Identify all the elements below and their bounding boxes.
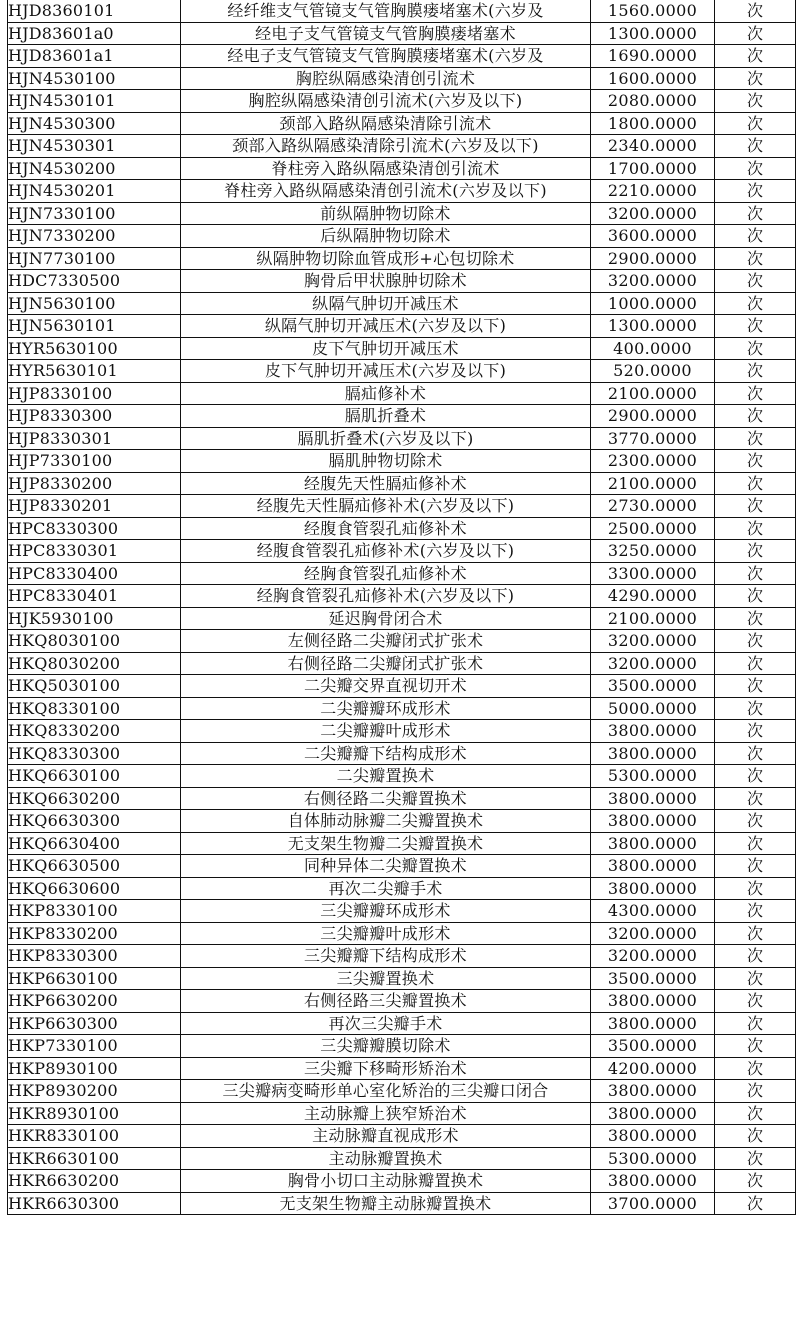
item-price-cell: 3800.0000 (591, 1125, 715, 1148)
item-price-cell: 5000.0000 (591, 697, 715, 720)
item-name-cell: 经纤维支气管镜支气管胸膜瘘堵塞术(六岁及 (181, 0, 591, 22)
item-name-cell: 膈肌肿物切除术 (181, 450, 591, 473)
table-row (8, 427, 796, 450)
item-unit-cell: 次 (715, 1080, 796, 1103)
table-row (8, 1012, 796, 1035)
item-price-cell: 3800.0000 (591, 1080, 715, 1103)
item-code-cell: HJP8330301 (8, 427, 181, 450)
item-name-cell: 胸骨小切口主动脉瓣置换术 (181, 1170, 591, 1193)
table-row (8, 135, 796, 158)
table-row (8, 652, 796, 675)
item-unit-cell: 次 (715, 495, 796, 518)
item-name-cell: 胸腔纵隔感染清创引流术(六岁及以下) (181, 90, 591, 113)
item-code-cell: HJP8330100 (8, 382, 181, 405)
item-code-cell: HYR5630100 (8, 337, 181, 360)
item-name-cell: 胸骨后甲状腺肿切除术 (181, 270, 591, 293)
item-code-cell: HKQ8330100 (8, 697, 181, 720)
item-code-cell: HJN4530100 (8, 67, 181, 90)
item-unit-cell: 次 (715, 202, 796, 225)
item-name-cell: 纵隔气肿切开减压术(六岁及以下) (181, 315, 591, 338)
table-row (8, 157, 796, 180)
item-code-cell: HJN4530300 (8, 112, 181, 135)
table-row (8, 990, 796, 1013)
item-price-cell: 3800.0000 (591, 877, 715, 900)
item-code-cell: HKQ6630500 (8, 855, 181, 878)
item-price-cell: 2900.0000 (591, 247, 715, 270)
item-price-cell: 3800.0000 (591, 810, 715, 833)
item-unit-cell: 次 (715, 720, 796, 743)
item-price-cell: 3200.0000 (591, 652, 715, 675)
table-row (8, 945, 796, 968)
item-unit-cell: 次 (715, 630, 796, 653)
item-code-cell: HJP7330100 (8, 450, 181, 473)
table-row (8, 855, 796, 878)
table-row (8, 967, 796, 990)
item-price-cell: 5300.0000 (591, 765, 715, 788)
item-unit-cell: 次 (715, 607, 796, 630)
item-code-cell: HJN4530200 (8, 157, 181, 180)
item-code-cell: HKQ8030100 (8, 630, 181, 653)
item-unit-cell: 次 (715, 315, 796, 338)
item-price-cell: 3800.0000 (591, 990, 715, 1013)
item-code-cell: HKP6630100 (8, 967, 181, 990)
item-unit-cell: 次 (715, 990, 796, 1013)
item-price-cell: 3300.0000 (591, 562, 715, 585)
table-row (8, 22, 796, 45)
item-name-cell: 前纵隔肿物切除术 (181, 202, 591, 225)
item-unit-cell: 次 (715, 1035, 796, 1058)
item-unit-cell: 次 (715, 652, 796, 675)
item-price-cell: 3800.0000 (591, 1012, 715, 1035)
item-name-cell: 二尖瓣交界直视切开术 (181, 675, 591, 698)
item-price-cell: 1300.0000 (591, 22, 715, 45)
item-unit-cell: 次 (715, 112, 796, 135)
item-unit-cell: 次 (715, 1147, 796, 1170)
table-row (8, 315, 796, 338)
item-code-cell: HJD83601a0 (8, 22, 181, 45)
item-code-cell: HJK5930100 (8, 607, 181, 630)
item-code-cell: HJN4530301 (8, 135, 181, 158)
item-unit-cell: 次 (715, 832, 796, 855)
item-price-cell: 1600.0000 (591, 67, 715, 90)
item-code-cell: HYR5630101 (8, 360, 181, 383)
item-price-cell: 4300.0000 (591, 900, 715, 923)
item-name-cell: 皮下气肿切开减压术(六岁及以下) (181, 360, 591, 383)
item-name-cell: 无支架生物瓣主动脉瓣置换术 (181, 1192, 591, 1215)
item-name-cell: 右侧径路三尖瓣置换术 (181, 990, 591, 1013)
table-row (8, 607, 796, 630)
item-code-cell: HKQ6630400 (8, 832, 181, 855)
item-unit-cell: 次 (715, 1057, 796, 1080)
table-row (8, 675, 796, 698)
item-name-cell: 纵隔气肿切开减压术 (181, 292, 591, 315)
item-price-cell: 2300.0000 (591, 450, 715, 473)
item-name-cell: 延迟胸骨闭合术 (181, 607, 591, 630)
item-name-cell: 三尖瓣置换术 (181, 967, 591, 990)
item-price-cell: 3250.0000 (591, 540, 715, 563)
item-unit-cell: 次 (715, 22, 796, 45)
item-name-cell: 经腹先天性膈疝修补术 (181, 472, 591, 495)
item-code-cell: HPC8330400 (8, 562, 181, 585)
item-price-cell: 4200.0000 (591, 1057, 715, 1080)
item-code-cell: HKP6630200 (8, 990, 181, 1013)
item-unit-cell: 次 (715, 855, 796, 878)
item-name-cell: 脊柱旁入路纵隔感染清创引流术(六岁及以下) (181, 180, 591, 203)
item-name-cell: 右侧径路二尖瓣闭式扩张术 (181, 652, 591, 675)
item-name-cell: 同种异体二尖瓣置换术 (181, 855, 591, 878)
item-price-cell: 3800.0000 (591, 787, 715, 810)
item-name-cell: 经电子支气管镜支气管胸膜瘘堵塞术(六岁及 (181, 45, 591, 68)
item-name-cell: 无支架生物瓣二尖瓣置换术 (181, 832, 591, 855)
table-row (8, 292, 796, 315)
table-row (8, 112, 796, 135)
item-price-cell: 3700.0000 (591, 1192, 715, 1215)
item-code-cell: HKQ6630300 (8, 810, 181, 833)
item-price-cell: 3200.0000 (591, 270, 715, 293)
item-code-cell: HKQ5030100 (8, 675, 181, 698)
table-row (8, 765, 796, 788)
item-price-cell: 1560.0000 (591, 0, 715, 22)
item-price-cell: 520.0000 (591, 360, 715, 383)
table-row (8, 472, 796, 495)
item-name-cell: 左侧径路二尖瓣闭式扩张术 (181, 630, 591, 653)
table-row (8, 450, 796, 473)
table-row (8, 517, 796, 540)
table-row (8, 810, 796, 833)
table-row (8, 697, 796, 720)
item-unit-cell: 次 (715, 562, 796, 585)
item-unit-cell: 次 (715, 382, 796, 405)
item-unit-cell: 次 (715, 135, 796, 158)
item-code-cell: HKQ8330300 (8, 742, 181, 765)
item-price-cell: 3800.0000 (591, 855, 715, 878)
item-unit-cell: 次 (715, 270, 796, 293)
table-row (8, 900, 796, 923)
item-code-cell: HJP8330201 (8, 495, 181, 518)
item-code-cell: HJP8330300 (8, 405, 181, 428)
item-unit-cell: 次 (715, 45, 796, 68)
item-code-cell: HPC8330401 (8, 585, 181, 608)
item-code-cell: HJP8330200 (8, 472, 181, 495)
item-code-cell: HJN7330100 (8, 202, 181, 225)
table-row (8, 742, 796, 765)
item-code-cell: HKQ6630600 (8, 877, 181, 900)
item-code-cell: HJN5630100 (8, 292, 181, 315)
item-price-cell: 3200.0000 (591, 922, 715, 945)
item-code-cell: HJD8360101 (8, 0, 181, 22)
table-row (8, 832, 796, 855)
item-name-cell: 三尖瓣下移畸形矫治术 (181, 1057, 591, 1080)
item-price-cell: 2100.0000 (591, 607, 715, 630)
item-name-cell: 颈部入路纵隔感染清除引流术(六岁及以下) (181, 135, 591, 158)
item-unit-cell: 次 (715, 180, 796, 203)
item-name-cell: 再次三尖瓣手术 (181, 1012, 591, 1035)
item-code-cell: HKQ6630100 (8, 765, 181, 788)
item-price-cell: 3800.0000 (591, 1102, 715, 1125)
item-price-cell: 3200.0000 (591, 202, 715, 225)
item-price-cell: 2900.0000 (591, 405, 715, 428)
item-name-cell: 二尖瓣置换术 (181, 765, 591, 788)
table-row (8, 877, 796, 900)
item-price-cell: 2100.0000 (591, 472, 715, 495)
table-row (8, 247, 796, 270)
fee-table (7, 0, 796, 1215)
item-code-cell: HPC8330300 (8, 517, 181, 540)
item-name-cell: 膈肌折叠术 (181, 405, 591, 428)
item-unit-cell: 次 (715, 405, 796, 428)
item-code-cell: HKP8930100 (8, 1057, 181, 1080)
table-row (8, 270, 796, 293)
item-code-cell: HKR6630200 (8, 1170, 181, 1193)
item-name-cell: 三尖瓣瓣叶成形术 (181, 922, 591, 945)
item-unit-cell: 次 (715, 337, 796, 360)
item-code-cell: HKP8330100 (8, 900, 181, 923)
table-row (8, 202, 796, 225)
item-name-cell: 纵隔肿物切除血管成形+心包切除术 (181, 247, 591, 270)
item-name-cell: 膈疝修补术 (181, 382, 591, 405)
item-unit-cell: 次 (715, 292, 796, 315)
item-price-cell: 2100.0000 (591, 382, 715, 405)
item-price-cell: 1000.0000 (591, 292, 715, 315)
item-name-cell: 后纵隔肿物切除术 (181, 225, 591, 248)
item-code-cell: HPC8330301 (8, 540, 181, 563)
item-unit-cell: 次 (715, 675, 796, 698)
item-code-cell: HKP8330300 (8, 945, 181, 968)
item-unit-cell: 次 (715, 765, 796, 788)
item-name-cell: 经电子支气管镜支气管胸膜瘘堵塞术 (181, 22, 591, 45)
item-price-cell: 5300.0000 (591, 1147, 715, 1170)
item-unit-cell: 次 (715, 247, 796, 270)
item-name-cell: 经腹食管裂孔疝修补术(六岁及以下) (181, 540, 591, 563)
item-unit-cell: 次 (715, 1192, 796, 1215)
item-code-cell: HJN7730100 (8, 247, 181, 270)
item-name-cell: 膈肌折叠术(六岁及以下) (181, 427, 591, 450)
item-unit-cell: 次 (715, 922, 796, 945)
item-name-cell: 主动脉瓣上狭窄矫治术 (181, 1102, 591, 1125)
item-code-cell: HKQ8030200 (8, 652, 181, 675)
item-unit-cell: 次 (715, 427, 796, 450)
item-price-cell: 3200.0000 (591, 630, 715, 653)
table-row (8, 90, 796, 113)
item-price-cell: 2730.0000 (591, 495, 715, 518)
item-price-cell: 400.0000 (591, 337, 715, 360)
item-name-cell: 二尖瓣瓣环成形术 (181, 697, 591, 720)
item-unit-cell: 次 (715, 742, 796, 765)
item-code-cell: HKR8930100 (8, 1102, 181, 1125)
item-unit-cell: 次 (715, 540, 796, 563)
table-row (8, 405, 796, 428)
item-price-cell: 2500.0000 (591, 517, 715, 540)
item-code-cell: HJD83601a1 (8, 45, 181, 68)
table-row (8, 225, 796, 248)
item-unit-cell: 次 (715, 67, 796, 90)
item-price-cell: 4290.0000 (591, 585, 715, 608)
item-price-cell: 3500.0000 (591, 675, 715, 698)
item-unit-cell: 次 (715, 787, 796, 810)
item-name-cell: 脊柱旁入路纵隔感染清创引流术 (181, 157, 591, 180)
item-unit-cell: 次 (715, 967, 796, 990)
table-row (8, 720, 796, 743)
table-row (8, 562, 796, 585)
table-row (8, 495, 796, 518)
item-code-cell: HKR8330100 (8, 1125, 181, 1148)
item-code-cell: HJN4530101 (8, 90, 181, 113)
item-unit-cell: 次 (715, 877, 796, 900)
item-price-cell: 3770.0000 (591, 427, 715, 450)
item-price-cell: 1690.0000 (591, 45, 715, 68)
table-row (8, 1147, 796, 1170)
item-name-cell: 三尖瓣瓣环成形术 (181, 900, 591, 923)
table-row (8, 45, 796, 68)
item-name-cell: 二尖瓣瓣叶成形术 (181, 720, 591, 743)
item-unit-cell: 次 (715, 945, 796, 968)
item-name-cell: 经腹食管裂孔疝修补术 (181, 517, 591, 540)
item-price-cell: 3600.0000 (591, 225, 715, 248)
item-unit-cell: 次 (715, 697, 796, 720)
item-name-cell: 主动脉瓣置换术 (181, 1147, 591, 1170)
table-row (8, 1080, 796, 1103)
item-code-cell: HKQ8330200 (8, 720, 181, 743)
item-unit-cell: 次 (715, 1125, 796, 1148)
table-row (8, 180, 796, 203)
item-name-cell: 三尖瓣病变畸形单心室化矫治的三尖瓣口闭合 (181, 1080, 591, 1103)
item-name-cell: 右侧径路二尖瓣置换术 (181, 787, 591, 810)
item-code-cell: HKP7330100 (8, 1035, 181, 1058)
item-unit-cell: 次 (715, 1012, 796, 1035)
item-name-cell: 三尖瓣瓣膜切除术 (181, 1035, 591, 1058)
item-code-cell: HKR6630300 (8, 1192, 181, 1215)
item-unit-cell: 次 (715, 472, 796, 495)
item-name-cell: 经腹先天性膈疝修补术(六岁及以下) (181, 495, 591, 518)
item-price-cell: 3800.0000 (591, 832, 715, 855)
item-price-cell: 2340.0000 (591, 135, 715, 158)
table-row (8, 67, 796, 90)
item-price-cell: 1300.0000 (591, 315, 715, 338)
table-row (8, 1125, 796, 1148)
item-code-cell: HJN5630101 (8, 315, 181, 338)
item-price-cell: 3500.0000 (591, 967, 715, 990)
table-row (8, 585, 796, 608)
item-name-cell: 二尖瓣瓣下结构成形术 (181, 742, 591, 765)
item-price-cell: 2210.0000 (591, 180, 715, 203)
item-name-cell: 三尖瓣瓣下结构成形术 (181, 945, 591, 968)
item-unit-cell: 次 (715, 157, 796, 180)
item-code-cell: HKP8930200 (8, 1080, 181, 1103)
table-row (8, 1192, 796, 1215)
item-price-cell: 3500.0000 (591, 1035, 715, 1058)
item-name-cell: 经胸食管裂孔疝修补术 (181, 562, 591, 585)
fee-table-body (8, 0, 796, 1215)
table-row (8, 1035, 796, 1058)
item-code-cell: HKP8330200 (8, 922, 181, 945)
item-name-cell: 胸腔纵隔感染清创引流术 (181, 67, 591, 90)
item-price-cell: 1800.0000 (591, 112, 715, 135)
item-unit-cell: 次 (715, 810, 796, 833)
item-price-cell: 3200.0000 (591, 945, 715, 968)
item-unit-cell: 次 (715, 1102, 796, 1125)
item-price-cell: 1700.0000 (591, 157, 715, 180)
table-row (8, 360, 796, 383)
table-row (8, 1170, 796, 1193)
item-price-cell: 3800.0000 (591, 1170, 715, 1193)
item-name-cell: 皮下气肿切开减压术 (181, 337, 591, 360)
table-row (8, 1057, 796, 1080)
item-code-cell: HJN7330200 (8, 225, 181, 248)
item-unit-cell: 次 (715, 1170, 796, 1193)
item-unit-cell: 次 (715, 90, 796, 113)
item-code-cell: HJN4530201 (8, 180, 181, 203)
item-code-cell: HKQ6630200 (8, 787, 181, 810)
table-row (8, 1102, 796, 1125)
item-unit-cell: 次 (715, 517, 796, 540)
item-name-cell: 主动脉瓣直视成形术 (181, 1125, 591, 1148)
item-unit-cell: 次 (715, 450, 796, 473)
item-unit-cell: 次 (715, 0, 796, 22)
table-row (8, 922, 796, 945)
item-price-cell: 2080.0000 (591, 90, 715, 113)
item-unit-cell: 次 (715, 225, 796, 248)
item-unit-cell: 次 (715, 585, 796, 608)
item-code-cell: HDC7330500 (8, 270, 181, 293)
table-row (8, 0, 796, 22)
table-row (8, 382, 796, 405)
item-price-cell: 3800.0000 (591, 742, 715, 765)
item-price-cell: 3800.0000 (591, 720, 715, 743)
item-code-cell: HKP6630300 (8, 1012, 181, 1035)
table-row (8, 630, 796, 653)
table-row (8, 540, 796, 563)
table-row (8, 337, 796, 360)
item-name-cell: 自体肺动脉瓣二尖瓣置换术 (181, 810, 591, 833)
table-row (8, 787, 796, 810)
item-name-cell: 再次二尖瓣手术 (181, 877, 591, 900)
item-name-cell: 经胸食管裂孔疝修补术(六岁及以下) (181, 585, 591, 608)
item-unit-cell: 次 (715, 900, 796, 923)
item-code-cell: HKR6630100 (8, 1147, 181, 1170)
item-unit-cell: 次 (715, 360, 796, 383)
item-name-cell: 颈部入路纵隔感染清除引流术 (181, 112, 591, 135)
